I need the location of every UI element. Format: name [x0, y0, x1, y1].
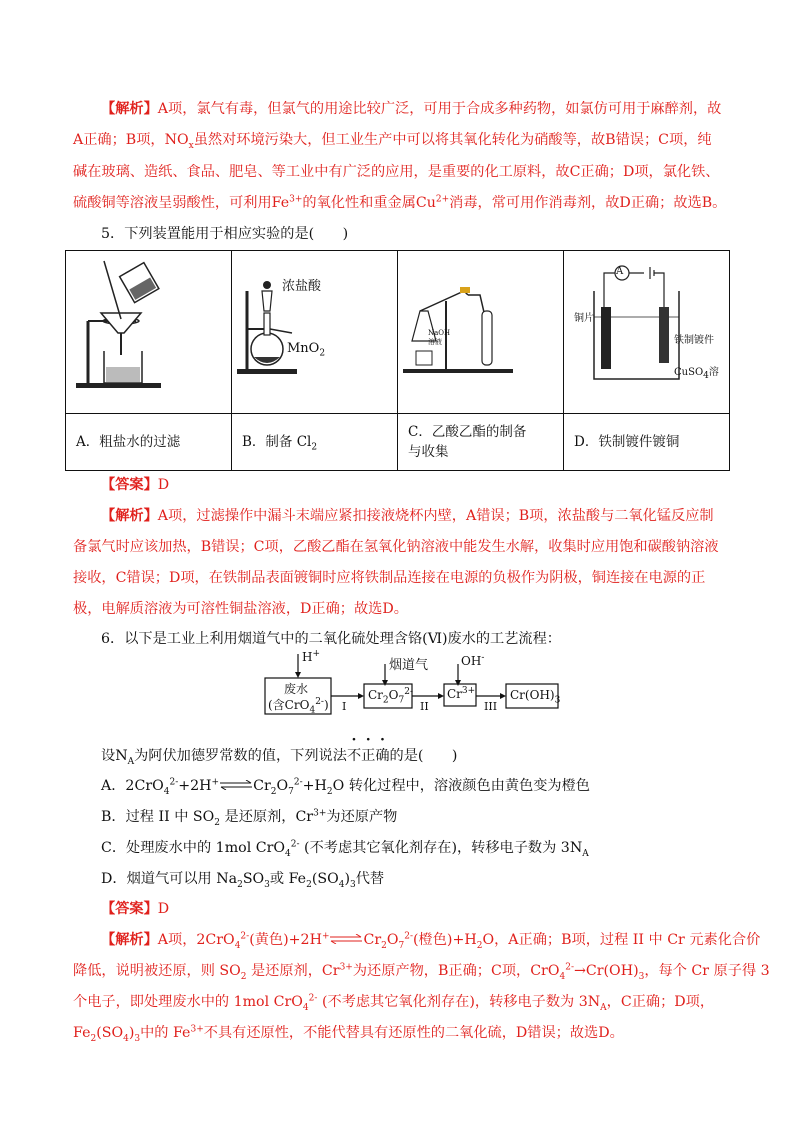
- a3-1d: O: [386, 932, 399, 948]
- opt-c-1: C．处理废水中的 1mol CrO: [101, 840, 286, 856]
- analysis1-text1: A项，氯气有毒，但氯气的用途比较广泛，可用于合成多种药物，如氯仿可用于麻醉剂，故: [157, 101, 722, 117]
- a3-1a: A项，2CrO: [157, 932, 235, 948]
- sup: +: [312, 649, 321, 659]
- flow-box1-bottom: [268, 696, 329, 716]
- analysis1-text4a: 硫酸铜等溶液呈弱酸性，可利用Fe: [73, 195, 290, 211]
- answer-value: D: [157, 901, 170, 917]
- caption-d: D．铁制镀件镀铜: [564, 414, 730, 471]
- label-copper-sheet: 铜片: [574, 313, 594, 324]
- answer-tag: 【答案】: [101, 477, 158, 493]
- sup: 3+: [190, 1024, 204, 1035]
- sup: 2+: [435, 194, 450, 205]
- sup: 2-: [293, 777, 303, 788]
- sub: 2: [326, 786, 333, 797]
- flow-step-2: II: [420, 700, 429, 713]
- question-6-stem: 6．以下是工业上利用烟道气中的二氧化硫处理含铬(Ⅵ)废水的工艺流程：: [101, 631, 561, 647]
- a3-2a: 降低，说明被还原，则 SO: [73, 963, 241, 979]
- answer-value: D: [157, 477, 170, 493]
- emphasis-char: 正: [361, 748, 376, 764]
- label-mno2-text: MnO: [287, 341, 320, 356]
- sub: 4: [302, 1002, 309, 1013]
- opt-b-2: 是还原剂，Cr: [220, 809, 314, 825]
- apparatus-b-chlorine: [232, 251, 398, 414]
- sub: 3: [264, 879, 270, 890]
- a3-2c: 为还原产物，B正确；C项，CrO: [352, 963, 560, 979]
- sub: 2: [382, 695, 389, 706]
- q6-option-a: [101, 775, 590, 795]
- sub: 2: [90, 1033, 97, 1044]
- label-naoh: [428, 329, 450, 347]
- process-flow: [262, 650, 582, 720]
- q6-answer: [101, 898, 169, 918]
- label-conc-hcl: 浓盐酸: [282, 279, 322, 294]
- analysis1-line3: [73, 161, 719, 181]
- analysis1-text4c: 消毒，常可用作消毒剂，故D正确；故选B。: [449, 195, 727, 211]
- sub: 4: [123, 1033, 129, 1044]
- analysis-tag: 【解析】: [101, 101, 158, 117]
- ammeter-label: A: [616, 266, 624, 277]
- sub: A: [582, 848, 589, 859]
- flow-box3: [447, 687, 475, 701]
- flow-box1-a: (含CrO: [268, 698, 310, 712]
- flow-step-1: I: [342, 700, 347, 713]
- sub: 4: [163, 786, 170, 797]
- sup: 2-: [315, 697, 324, 707]
- sup: 2-: [240, 931, 250, 942]
- opt-d-2: SO: [242, 871, 265, 887]
- flow-box1-b: ): [323, 698, 329, 712]
- analysis3-line2: [73, 960, 770, 980]
- sub: 4: [703, 371, 709, 381]
- sub: A: [600, 1002, 607, 1013]
- filtration-diagram: [66, 251, 206, 409]
- opt-b-1: B．过程 II 中 SO: [101, 809, 215, 825]
- analysis3-line3: [73, 991, 714, 1011]
- sub: 7: [398, 940, 405, 951]
- sub: 3: [349, 879, 356, 890]
- sub: 4: [559, 971, 566, 982]
- opt-d-3: 或 Fe: [269, 871, 307, 887]
- flow-h-text: H: [302, 650, 313, 664]
- sup: 3+: [313, 808, 327, 819]
- caption-c-line2: 与收集: [408, 444, 449, 460]
- analysis-tag: 【解析】: [101, 508, 158, 524]
- apparatus-table: [65, 250, 730, 471]
- sub: 4: [234, 940, 241, 951]
- a3-4d: 中的 Fe: [140, 1025, 191, 1041]
- equilibrium-arrow-icon: [329, 932, 363, 948]
- sup: 2-: [169, 777, 179, 788]
- flow-box2: [368, 687, 414, 706]
- sup: 2-: [404, 687, 414, 697]
- q6-intro-c: 的是( ): [389, 748, 458, 764]
- opt-d-6: 代替: [355, 871, 385, 887]
- a3-4a: Fe: [73, 1025, 91, 1041]
- caption-b-text: B．制备 Cl: [242, 434, 312, 450]
- sup: 2-: [290, 839, 300, 850]
- sub: 2: [319, 348, 326, 359]
- flow-step-3: III: [484, 700, 498, 713]
- flow-oh-text: OH: [461, 654, 482, 668]
- plating-diagram: [564, 251, 704, 409]
- sub: 2: [240, 971, 247, 982]
- label-cuso4-text: CuSO: [674, 367, 704, 378]
- sub: 3: [134, 1033, 141, 1044]
- a3-3a: 个电子，即处理废水中的 1mol CrO: [73, 994, 303, 1010]
- caption-c: [398, 414, 564, 471]
- label-naoh-text: NaOH: [428, 329, 451, 337]
- analysis2-line3: 接收，C错误；D项，在铁制品表面镀铜时应将铁制品连接在电源的负极作为阴极，铜连接在电源的正: [73, 570, 706, 586]
- flow-box2-a: Cr: [368, 688, 383, 702]
- q6-option-b: [101, 806, 397, 826]
- flow-flue-gas: 烟道气: [389, 658, 429, 673]
- apparatus-a-filtration: [66, 251, 232, 414]
- opt-c-2: (不考虑其它氧化剂存在)，转移电子数为 3N: [299, 840, 583, 856]
- question-5-stem: 5．下列装置能用于相应实验的是( ): [101, 226, 349, 242]
- flow-box3-a: Cr: [447, 687, 462, 701]
- sub: 2: [237, 879, 243, 890]
- a3-4c: ): [128, 1025, 135, 1041]
- caption-a: A．粗盐水的过滤: [66, 414, 232, 471]
- analysis-tag: 【解析】: [101, 932, 158, 948]
- sub: 4: [285, 848, 291, 859]
- emphasis-char: 确: [375, 748, 390, 764]
- q6-intro: [101, 745, 457, 765]
- sub: 2: [270, 786, 277, 797]
- q6-option-c: [101, 837, 589, 857]
- a3-1b: (黄色)+2H: [249, 932, 322, 948]
- sub: 3: [638, 971, 645, 982]
- opt-d-5: ): [344, 871, 350, 887]
- q5-answer: [101, 474, 169, 494]
- a3-4e: 不具有还原性，不能代替具有还原性的二氧化硫，D错误；故选D。: [203, 1025, 624, 1041]
- analysis1-text4b: 的氧化性和重金属Cu: [302, 195, 436, 211]
- emphasis-char: 不: [346, 748, 362, 764]
- flow-box2-b: O: [388, 688, 399, 702]
- sup: 2-: [308, 993, 318, 1004]
- a3-2b: 是还原剂，Cr: [246, 963, 340, 979]
- flow-h-plus: [302, 650, 320, 664]
- a3-3b: (不考虑其它氧化剂存在)，转移电子数为 3N: [317, 994, 601, 1010]
- analysis2-line4: 极，电解质溶液为可溶性铜盐溶液，D正确；故选D。: [73, 601, 408, 617]
- analysis2-line2: 备氯气时应该加热，B错误；C项，乙酸乙酯在氢氧化钠溶液中能发生水解，收集时应用饱和碳酸钠溶液: [73, 539, 719, 555]
- analysis2-text1: A项，过滤操作中漏斗末端应紧扣接液烧杯内壁，A错误；B项，浓盐酸与二氧化锰反应制: [157, 508, 714, 524]
- opt-a-2: +2H: [178, 778, 212, 794]
- a3-2d: →Cr(OH): [574, 963, 639, 979]
- analysis2-line1: [101, 505, 714, 525]
- analysis1-text2a: A正确；B项，NO: [73, 132, 189, 148]
- opt-a-1: A．2CrO: [101, 778, 164, 794]
- flow-box4-text: Cr(OH): [510, 688, 555, 702]
- sub: A: [127, 756, 135, 767]
- sub: 4: [309, 705, 316, 716]
- apparatus-c-ester: [398, 251, 564, 414]
- a3-4b: (SO: [96, 1025, 124, 1041]
- a3-1c: Cr: [363, 932, 382, 948]
- caption-c-line1: C．乙酸乙酯的制备: [408, 424, 527, 440]
- sup: 2-: [565, 962, 574, 973]
- opt-d-4: (SO: [311, 871, 339, 887]
- ester-diagram: [398, 251, 538, 409]
- analysis1-line2: [73, 129, 712, 149]
- a3-1e: (橙色)+H: [413, 932, 477, 948]
- opt-a-6: O 转化过程中，溶液颜色由黄色变为橙色: [332, 778, 590, 794]
- flow-oh: [461, 654, 484, 668]
- opt-a-4: O: [276, 778, 289, 794]
- sup: -: [481, 653, 485, 663]
- label-cuso4-tail: 溶: [708, 367, 719, 378]
- a3-3c: ，C正确；D项，: [606, 994, 715, 1010]
- q6-intro-b: 为阿伏加德罗常数的值，下列说法: [134, 748, 347, 764]
- analysis3-line4: [73, 1022, 624, 1042]
- sub: 4: [338, 879, 345, 890]
- label-mno2: [287, 341, 326, 359]
- label-cuso4: [674, 363, 719, 381]
- sup: 3+: [339, 962, 353, 973]
- equilibrium-arrow-icon: [219, 778, 253, 794]
- sub: 7: [398, 695, 405, 706]
- analysis1-line4: [73, 192, 726, 212]
- flow-box4: [510, 688, 561, 706]
- analysis1-line1: [101, 98, 721, 118]
- sup: 3+: [289, 194, 303, 205]
- label-iron-part: 铁制镀件: [674, 335, 714, 346]
- answer-tag: 【答案】: [101, 901, 158, 917]
- apparatus-d-plating: [564, 251, 730, 414]
- sup: 3+: [461, 686, 476, 696]
- analysis1-text2b: 虽然对环境污染大，但工业生产中可以将其氧化转化为硝酸等，故B错误；C项，纯: [193, 132, 712, 148]
- sub: 2: [311, 442, 318, 453]
- opt-d-1: D．烟道气可以用 Na: [101, 871, 238, 887]
- sub: 2: [381, 940, 387, 951]
- a3-2e: ，每个 Cr 原子得 3: [644, 963, 770, 979]
- opt-b-3: 为还原产物: [326, 809, 398, 825]
- analysis1-text3: 碱在玻璃、造纸、食品、肥皂、等工业中有广泛的应用，是重要的化工原料，故C正确；D项，氯化铁、: [73, 164, 720, 180]
- sub: x: [188, 140, 194, 151]
- sup: +: [211, 777, 220, 788]
- sup: +: [321, 931, 330, 942]
- a3-1f: O，A正确；B项，过程 II 中 Cr 元素化合价: [482, 932, 761, 948]
- sub: 2: [214, 817, 220, 828]
- label-naoh-text2: 溶液: [428, 338, 442, 346]
- sup: 2-: [404, 931, 414, 942]
- caption-b: [232, 414, 398, 471]
- q6-intro-a: 设N: [101, 748, 128, 764]
- analysis3-line1: [101, 929, 760, 949]
- sub: 2: [306, 879, 312, 890]
- flow-box1-top: 废水: [284, 682, 309, 696]
- opt-a-5: +H: [302, 778, 327, 794]
- sub: 7: [288, 786, 294, 797]
- sub: 3: [554, 695, 561, 706]
- sub: 2: [476, 940, 483, 951]
- q6-option-d: [101, 868, 384, 888]
- opt-a-3: Cr: [253, 778, 271, 794]
